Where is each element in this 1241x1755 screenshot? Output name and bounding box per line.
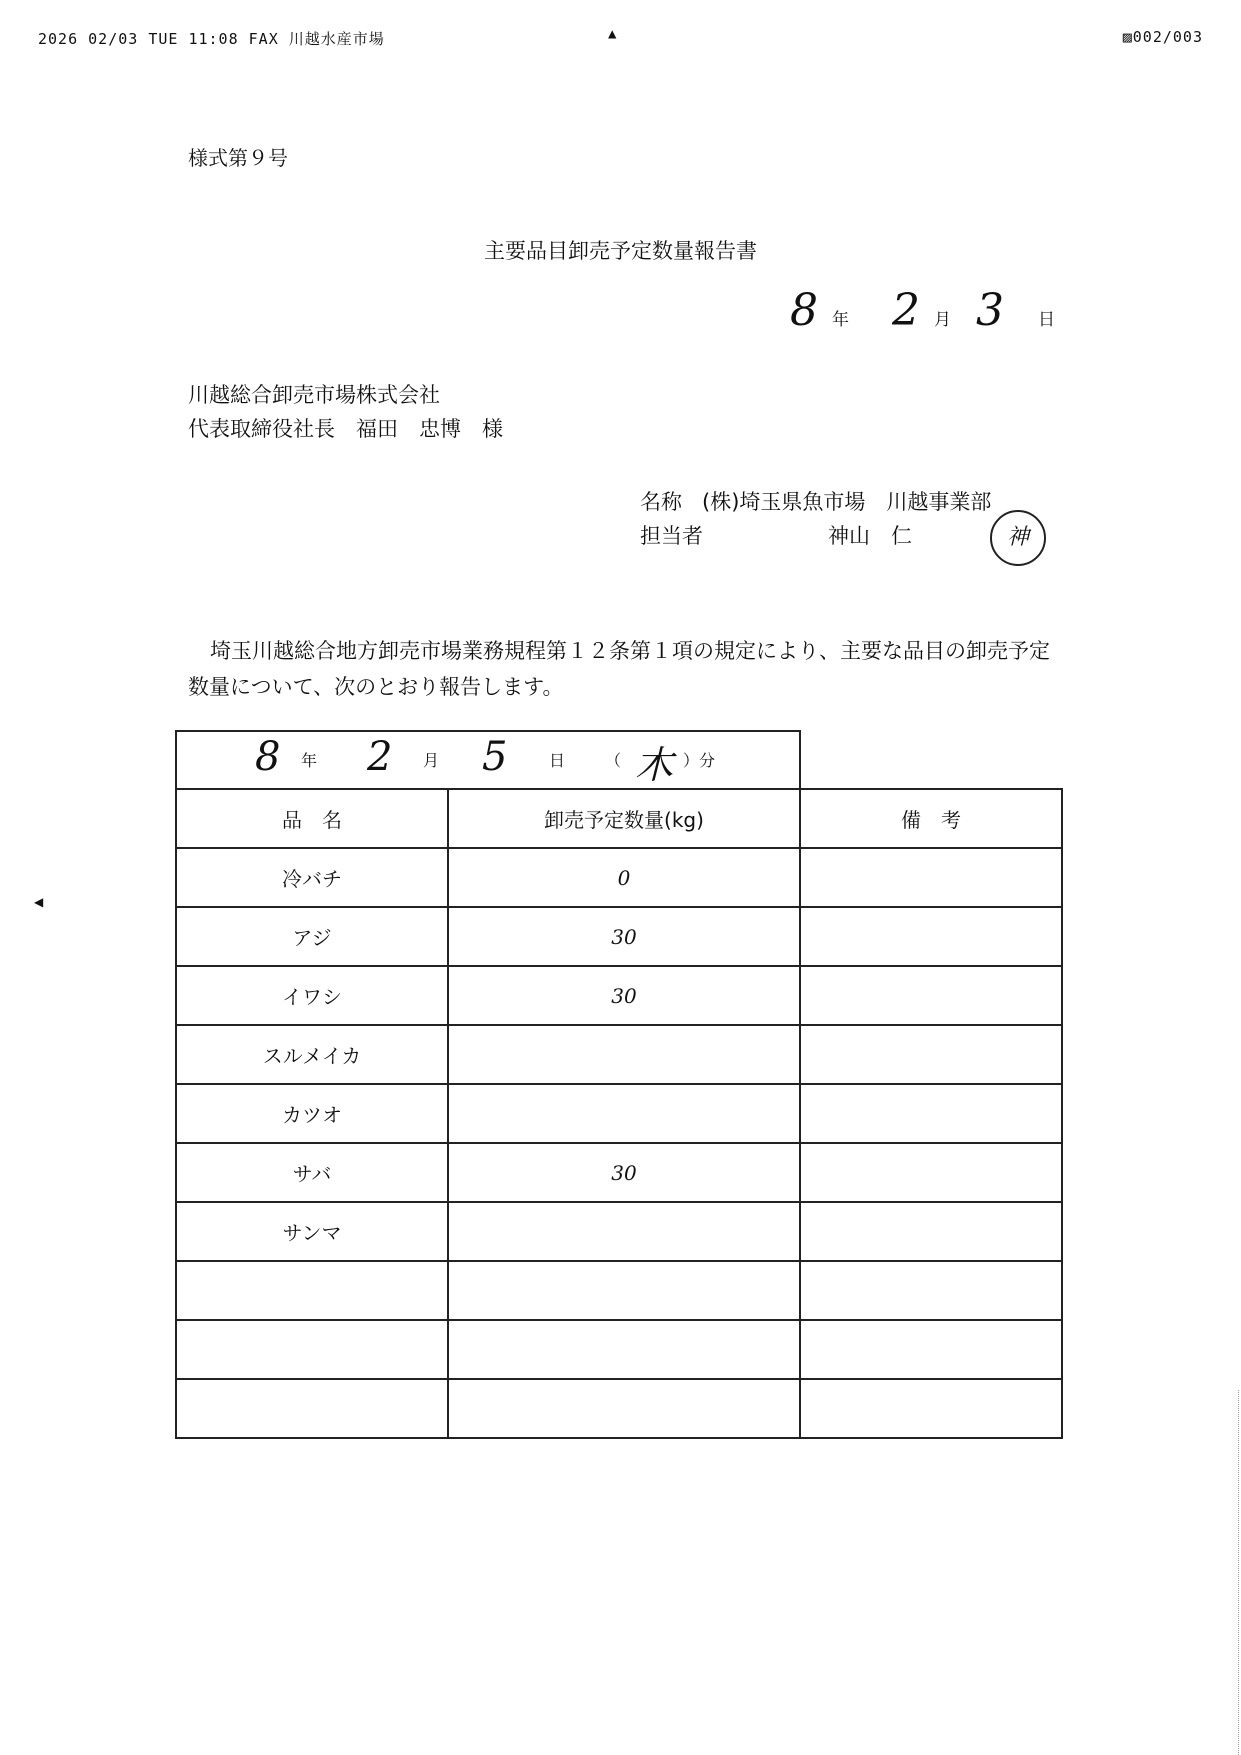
item-quantity: 30 [448,1143,800,1202]
period-day: 5 [482,734,508,780]
item-note [800,1143,1062,1202]
scan-edge [1238,1390,1239,1755]
item-name: サンマ [176,1202,448,1261]
item-quantity: 30 [448,907,800,966]
sender-contact-label: 担当者 [640,524,703,548]
table-row [176,1025,1062,1084]
report-date-year: 8 [790,285,818,336]
fax-header-info: 2026 02/03 TUE 11:08 FAX 川越水産市場 [38,30,385,48]
item-note [800,848,1062,907]
report-date-day-unit: 日 [1038,310,1055,330]
table-row [176,1084,1062,1143]
item-name [176,1379,448,1438]
item-note [800,1320,1062,1379]
fax-page-icon: ▨ [1122,28,1133,46]
item-note [800,1379,1062,1438]
item-quantity [448,1379,800,1438]
fax-header [38,28,1203,52]
addressee-company: 川越総合卸売市場株式会社 [188,383,440,407]
item-name: サバ [176,1143,448,1202]
item-quantity [448,1084,800,1143]
form-number: 様式第９号 [188,146,288,170]
item-quantity [448,1261,800,1320]
report-date-month: 2 [892,285,920,336]
item-note [800,1202,1062,1261]
period-year-unit: 年 [301,751,318,770]
period-day-unit: 日 [549,751,566,770]
item-quantity [448,1320,800,1379]
table-row [176,848,1062,907]
item-name [176,1261,448,1320]
report-date-month-unit: 月 [934,310,951,330]
item-quantity [448,1202,800,1261]
report-date-year-unit: 年 [832,310,849,330]
personal-seal: 神 [990,510,1046,566]
body-text: 埼玉川越総合地方卸売市場業務規程第１２条第１項の規定により、主要な品目の卸売予定数量について、次のとおり報告します。 [188,639,1050,699]
table-row [176,966,1062,1025]
table-header-row [176,789,1062,848]
item-name: スルメイカ [176,1025,448,1084]
period-month-unit: 月 [423,751,440,770]
item-quantity: 0 [448,848,800,907]
period-weekday: 木 [635,743,674,787]
header-quantity: 卸売予定数量(kg) [448,789,800,848]
item-name: アジ [176,907,448,966]
item-name [176,1320,448,1379]
item-note [800,1261,1062,1320]
addressee-person: 代表取締役社長 福田 忠博 様 [188,417,503,441]
header-item: 品 名 [176,789,448,848]
item-quantity [448,1025,800,1084]
item-note [800,907,1062,966]
table-row [176,1320,1062,1379]
table-row [176,1143,1062,1202]
sender-name-label: 名称 [640,490,682,514]
period-weekday-open: （ [605,751,622,770]
document-title: 主要品目卸売予定数量報告書 [484,239,757,263]
item-name: カツオ [176,1084,448,1143]
item-note [800,1025,1062,1084]
fax-up-marker: ▲ [608,26,618,42]
period-box [175,730,801,790]
period-month: 2 [367,734,393,780]
report-table [175,788,1063,1439]
table-row [176,1202,1062,1261]
side-marker: ◀ [34,895,44,909]
fax-page-count: ▨002/003 [1122,28,1203,46]
report-date-day: 3 [976,285,1004,336]
table-row [176,1261,1062,1320]
item-name: イワシ [176,966,448,1025]
item-note [800,966,1062,1025]
period-weekday-close: ）分 [683,751,716,770]
report-date [780,285,1060,345]
period-year: 8 [255,734,281,780]
item-quantity: 30 [448,966,800,1025]
addressee [188,378,503,446]
table-row [176,907,1062,966]
sender-name-value: (株)埼玉県魚市場 川越事業部 [702,490,992,514]
item-note [800,1084,1062,1143]
item-name: 冷バチ [176,848,448,907]
sender-contact-value: 神山 仁 [828,524,912,548]
table-row [176,1379,1062,1438]
header-note: 備 考 [800,789,1062,848]
